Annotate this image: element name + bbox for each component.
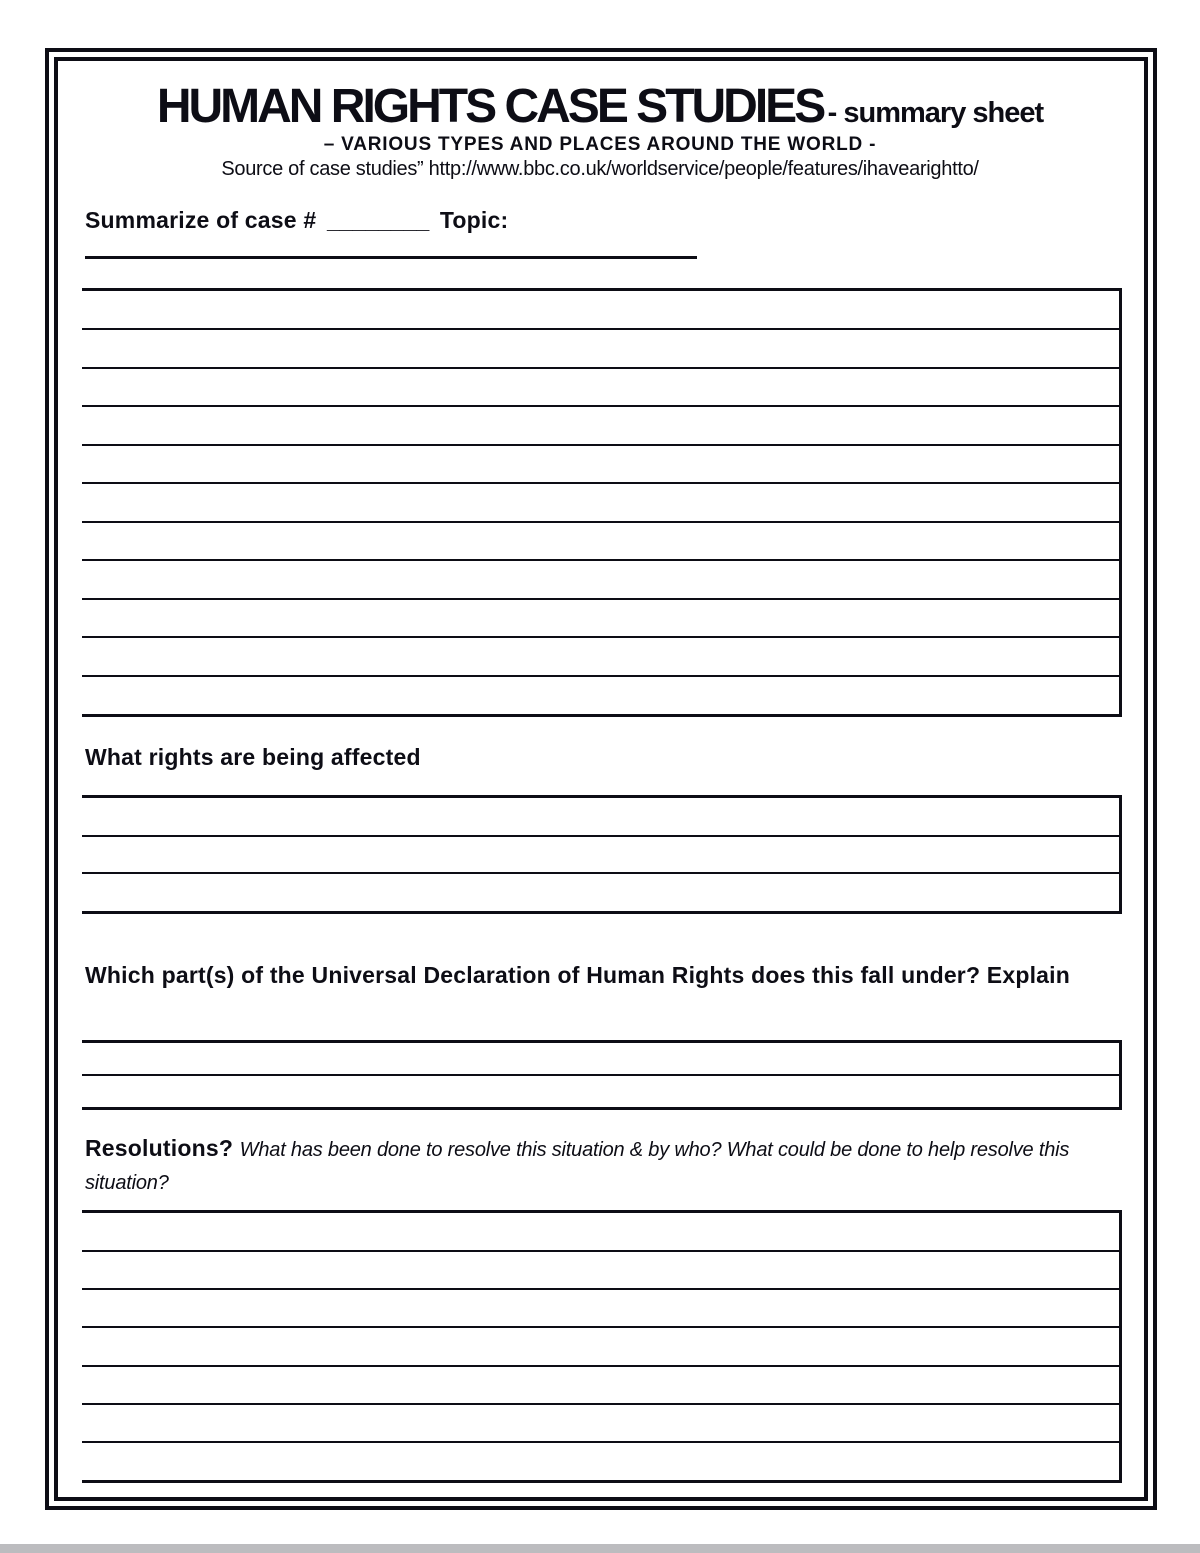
rights-section-heading: What rights are being affected bbox=[85, 744, 421, 770]
resolutions-prompt: What has been done to resolve this situation & by who? What could be done to help resolve this situation? bbox=[85, 1139, 1070, 1194]
page-title bbox=[60, 82, 1140, 132]
writing-rule-line bbox=[82, 598, 1119, 600]
writing-rule-line bbox=[82, 1441, 1119, 1443]
writing-rule-line bbox=[82, 872, 1119, 874]
page-subtitle: – VARIOUS TYPES AND PLACES AROUND THE WORLD - bbox=[323, 134, 877, 155]
writing-rule-line bbox=[82, 367, 1119, 369]
writing-rule-line bbox=[82, 328, 1119, 330]
writing-rule-line bbox=[82, 1403, 1119, 1405]
topic-blank-line bbox=[85, 256, 697, 259]
page-title-suffix: - summary sheet bbox=[827, 97, 1044, 129]
udhr-writing-area bbox=[82, 1040, 1122, 1110]
page-title-main: HUMAN RIGHTS CASE STUDIES bbox=[156, 80, 824, 133]
writing-rule-line bbox=[82, 559, 1119, 561]
page-edge-shadow bbox=[0, 1544, 1200, 1553]
resolutions-writing-area bbox=[82, 1210, 1122, 1483]
writing-rule-line bbox=[82, 521, 1119, 523]
resolutions-label: Resolutions? bbox=[85, 1135, 234, 1161]
writing-rule-line bbox=[82, 636, 1119, 638]
source-credit: Source of case studies” http://www.bbc.co.uk/worldservice/people/features/ihavearightto/ bbox=[221, 158, 979, 180]
writing-rule-line bbox=[82, 835, 1119, 837]
writing-rule-line bbox=[82, 675, 1119, 677]
writing-rule-line bbox=[82, 405, 1119, 407]
writing-rule-line bbox=[82, 482, 1119, 484]
summary-writing-area bbox=[82, 288, 1122, 717]
summary-section-heading bbox=[85, 205, 1095, 236]
writing-rule-line bbox=[82, 444, 1119, 446]
resolutions-section-heading bbox=[85, 1133, 1090, 1199]
writing-rule-line bbox=[82, 1365, 1119, 1367]
writing-rule-line bbox=[82, 1074, 1119, 1076]
udhr-section-heading: Which part(s) of the Universal Declaration of Human Rights does this fall under? Explain bbox=[85, 962, 1071, 988]
rights-writing-area bbox=[82, 795, 1122, 914]
writing-rule-line bbox=[82, 1250, 1119, 1252]
writing-rule-line bbox=[82, 1288, 1119, 1290]
writing-rule-line bbox=[82, 1326, 1119, 1328]
case-number-blank: ________ bbox=[326, 207, 430, 233]
summary-label: Summarize of case # bbox=[85, 207, 317, 233]
topic-label: Topic: bbox=[439, 207, 509, 233]
